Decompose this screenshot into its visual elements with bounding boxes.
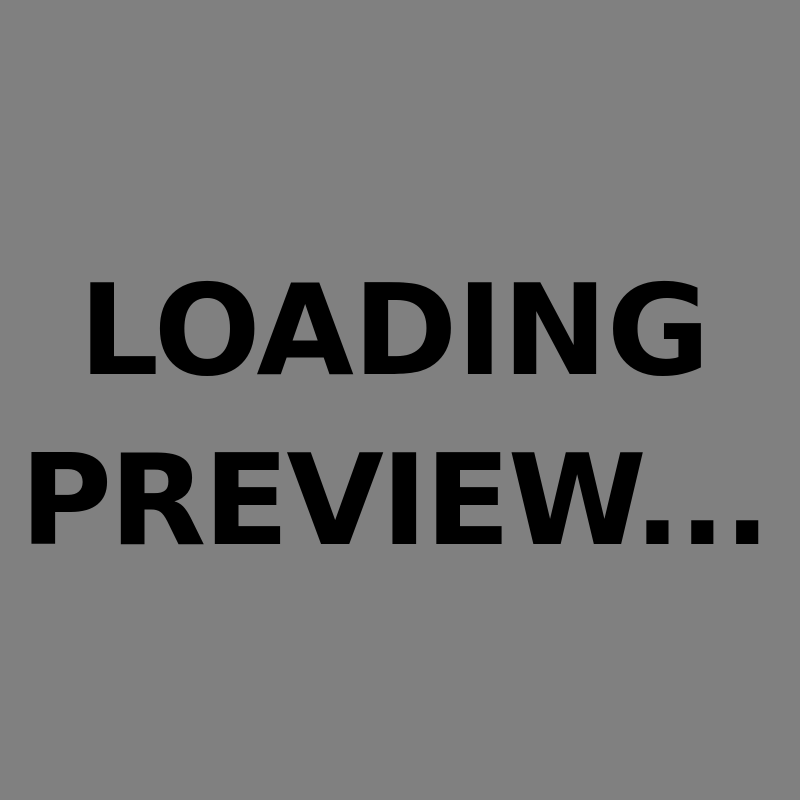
loading-title-line-1: LOADING [78,257,710,404]
loading-title-line-2: PREVIEW... [19,427,769,574]
